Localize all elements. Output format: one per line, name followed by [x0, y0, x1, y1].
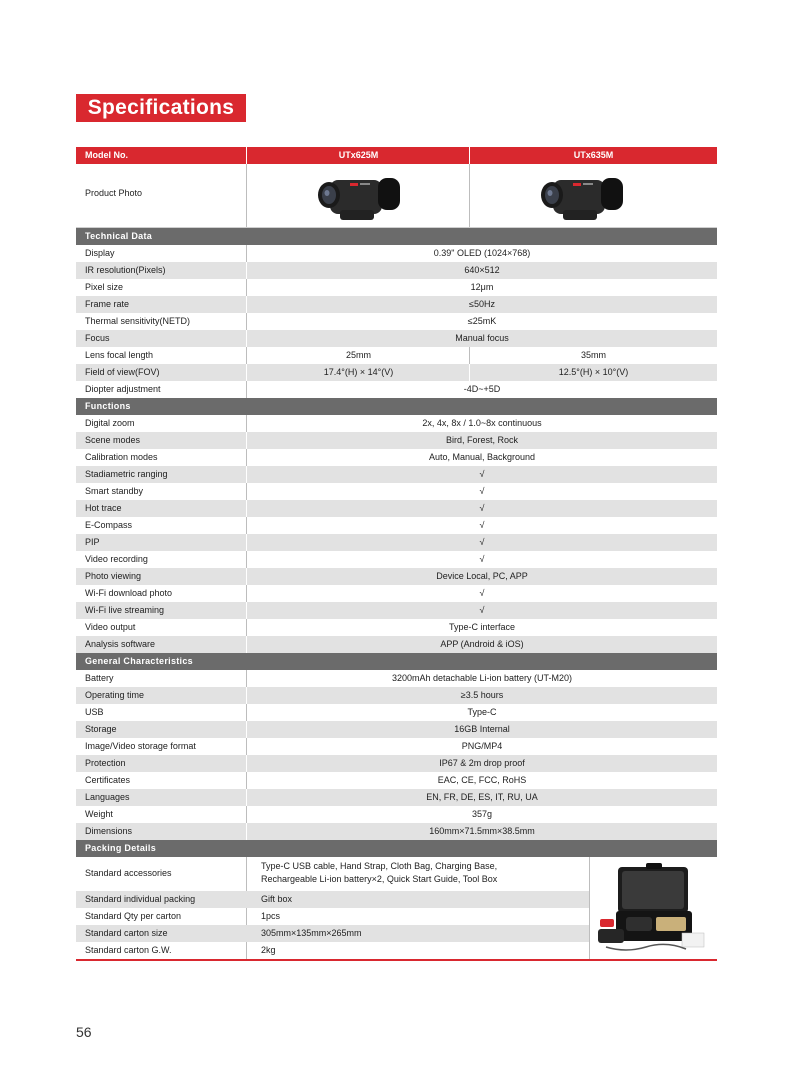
- spec-value: 2x, 4x, 8x / 1.0~8x continuous: [422, 418, 542, 428]
- spec-value: ≤50Hz: [469, 299, 495, 309]
- spec-value: 160mm×71.5mm×38.5mm: [429, 826, 535, 836]
- spec-row-frame-rate: [76, 296, 717, 313]
- spec-row-battery: [76, 670, 717, 687]
- spec-label: Wi-Fi download photo: [85, 588, 173, 598]
- pack-value-line-1: Type-C USB cable, Hand Strap, Cloth Bag, Charging Base,: [261, 861, 498, 871]
- page-title: Specifications: [76, 94, 246, 122]
- spec-value: √: [479, 486, 485, 496]
- pack-value: Gift box: [261, 894, 293, 904]
- spec-value-model-2: 12.5°(H) × 10°(V): [558, 367, 629, 377]
- spec-row-calibration-modes: [76, 449, 717, 466]
- spec-value: 12μm: [470, 282, 494, 292]
- spec-row-ir-resolution: [76, 262, 717, 279]
- spec-label: USB: [85, 707, 104, 717]
- spec-value: Auto, Manual, Background: [428, 452, 536, 462]
- pack-row-carton-gw: [76, 942, 589, 959]
- section-functions: [76, 398, 717, 415]
- product-photo-label: Product Photo: [85, 188, 143, 198]
- thermal-monocular-utx635m-image: [535, 174, 631, 220]
- spec-value-model-1: 25mm: [345, 350, 371, 360]
- spec-value: √: [479, 469, 485, 479]
- spec-value: IP67 & 2m drop proof: [439, 758, 525, 768]
- spec-value: 0.39" OLED (1024×768): [433, 248, 531, 258]
- section-general-characteristics: [76, 653, 717, 670]
- spec-value: Device Local, PC, APP: [436, 571, 528, 581]
- spec-row-hot-trace: [76, 500, 717, 517]
- pack-row-accessories: [76, 857, 589, 892]
- spec-value: 3200mAh detachable Li-ion battery (UT-M20): [391, 673, 573, 683]
- spec-label: Analysis software: [85, 639, 156, 649]
- spec-row-certificates: [76, 772, 717, 789]
- spec-row-e-compass: [76, 517, 717, 534]
- spec-row-wifi-streaming: [76, 602, 717, 619]
- spec-row-focal-length: [76, 347, 717, 364]
- spec-value: -4D~+5D: [463, 384, 501, 394]
- spec-label: PIP: [85, 537, 100, 547]
- spec-label: Video output: [85, 622, 136, 632]
- spec-value: Manual focus: [455, 333, 509, 343]
- spec-row-operating-time: [76, 687, 717, 704]
- spec-label: Battery: [85, 673, 114, 683]
- spec-label: Stadiametric ranging: [85, 469, 168, 479]
- spec-row-stadiametric-ranging: [76, 466, 717, 483]
- product-photo-row: [76, 164, 717, 228]
- spec-label: Display: [85, 248, 115, 258]
- thermal-monocular-utx625m-image: [312, 174, 408, 220]
- spec-row-wifi-download: [76, 585, 717, 602]
- spec-label: Pixel size: [85, 282, 124, 292]
- pack-value: 2kg: [261, 945, 276, 955]
- spec-value: APP (Android & iOS): [440, 639, 524, 649]
- packing-details-area: [76, 857, 717, 959]
- spec-label: Scene modes: [85, 435, 141, 445]
- pack-label: Standard accessories: [85, 868, 172, 878]
- spec-value: ≥3.5 hours: [460, 690, 504, 700]
- spec-label: Operating time: [85, 690, 145, 700]
- pack-label: Standard carton size: [85, 928, 168, 938]
- spec-label: Video recording: [85, 554, 148, 564]
- spec-value: √: [479, 520, 485, 530]
- spec-label: Image/Video storage format: [85, 741, 196, 751]
- spec-value-model-2: 35mm: [580, 350, 606, 360]
- model-1-name: UTx625M: [338, 150, 379, 160]
- spec-value: √: [479, 588, 485, 598]
- spec-label: IR resolution(Pixels): [85, 265, 166, 275]
- spec-value: √: [479, 605, 485, 615]
- spec-value: 357g: [471, 809, 493, 819]
- spec-label: Focus: [85, 333, 110, 343]
- spec-label: Weight: [85, 809, 113, 819]
- section-packing-details: [76, 840, 717, 857]
- spec-row-photo-viewing: [76, 568, 717, 585]
- pack-row-qty-per-carton: [76, 908, 589, 925]
- pack-label: Standard individual packing: [85, 894, 196, 904]
- spec-row-weight: [76, 806, 717, 823]
- spec-label: Wi-Fi live streaming: [85, 605, 165, 615]
- model-header-label: Model No.: [85, 150, 128, 160]
- spec-row-usb: [76, 704, 717, 721]
- spec-label: Digital zoom: [85, 418, 135, 428]
- pack-label: Standard Qty per carton: [85, 911, 182, 921]
- pack-label: Standard carton G.W.: [85, 945, 172, 955]
- spec-row-digital-zoom: [76, 415, 717, 432]
- spec-row-protection: [76, 755, 717, 772]
- pack-value: 305mm×135mm×265mm: [261, 928, 362, 938]
- spec-value: Bird, Forest, Rock: [445, 435, 519, 445]
- spec-label: Frame rate: [85, 299, 130, 309]
- spec-value: PNG/MP4: [461, 741, 503, 751]
- spec-label: Storage: [85, 724, 117, 734]
- spec-value: √: [479, 537, 485, 547]
- pack-value: 1pcs: [261, 911, 281, 921]
- spec-label: Languages: [85, 792, 130, 802]
- spec-value: √: [479, 554, 485, 564]
- spec-row-dimensions: [76, 823, 717, 840]
- spec-label: Lens focal length: [85, 350, 154, 360]
- spec-row-video-output: [76, 619, 717, 636]
- spec-label: Hot trace: [85, 503, 122, 513]
- spec-row-scene-modes: [76, 432, 717, 449]
- spec-label: Thermal sensitivity(NETD): [85, 316, 191, 326]
- spec-value: EAC, CE, FCC, RoHS: [437, 775, 527, 785]
- spec-value: √: [479, 503, 485, 513]
- pack-row-carton-size: [76, 925, 589, 942]
- spec-value-model-1: 17.4°(H) × 14°(V): [323, 367, 394, 377]
- spec-label: Photo viewing: [85, 571, 142, 581]
- spec-value: EN, FR, DE, ES, IT, RU, UA: [426, 792, 538, 802]
- section-title: General Characteristics: [85, 656, 193, 666]
- spec-row-smart-standby: [76, 483, 717, 500]
- spec-row-netd: [76, 313, 717, 330]
- spec-label: Certificates: [85, 775, 131, 785]
- spec-value: 16GB Internal: [454, 724, 510, 734]
- spec-row-video-recording: [76, 551, 717, 568]
- spec-value: Type-C: [467, 707, 497, 717]
- spec-table: [76, 147, 717, 961]
- section-title: Packing Details: [85, 843, 157, 853]
- pack-value-line-2: Rechargeable Li-ion battery×2, Quick Start Guide, Tool Box: [261, 874, 498, 884]
- spec-label: Dimensions: [85, 826, 133, 836]
- spec-row-focus: [76, 330, 717, 347]
- model-2-name: UTx635M: [573, 150, 614, 160]
- spec-row-languages: [76, 789, 717, 806]
- spec-value: Type-C interface: [448, 622, 516, 632]
- spec-row-diopter: [76, 381, 717, 398]
- spec-row-pixel-size: [76, 279, 717, 296]
- section-technical-data: [76, 228, 717, 245]
- pack-row-individual-packing: [76, 891, 589, 908]
- spec-value: 640×512: [464, 265, 500, 275]
- model-header-row: [76, 147, 717, 164]
- spec-row-fov: [76, 364, 717, 381]
- section-title: Technical Data: [85, 231, 153, 241]
- section-title: Functions: [85, 401, 131, 411]
- spec-value: ≤25mK: [467, 316, 497, 326]
- spec-label: Protection: [85, 758, 126, 768]
- spec-row-analysis-software: [76, 636, 717, 653]
- spec-label: Diopter adjustment: [85, 384, 161, 394]
- spec-row-pip: [76, 534, 717, 551]
- packing-kit-image: [596, 863, 712, 955]
- spec-label: Smart standby: [85, 486, 144, 496]
- spec-row-display: [76, 245, 717, 262]
- spec-row-storage-format: [76, 738, 717, 755]
- spec-row-storage: [76, 721, 717, 738]
- page-number: 56: [76, 1024, 92, 1040]
- spec-label: E-Compass: [85, 520, 133, 530]
- spec-label: Calibration modes: [85, 452, 158, 462]
- spec-label: Field of view(FOV): [85, 367, 160, 377]
